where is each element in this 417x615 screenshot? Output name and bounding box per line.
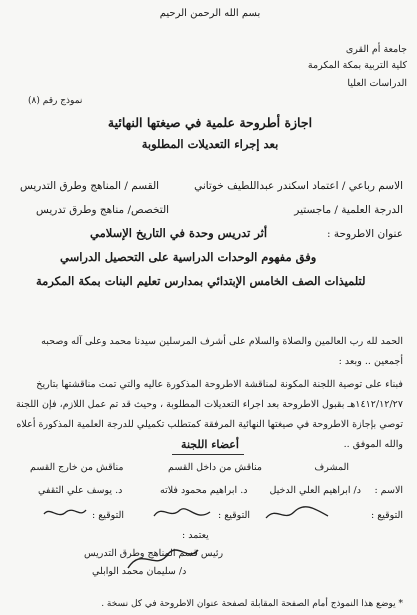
external-signature-mark xyxy=(40,502,90,524)
name-label: الاسم : xyxy=(374,485,403,496)
university-name: جامعة أم القرى xyxy=(345,44,407,55)
department-head-name: د/ سليمان محمد الوابلي xyxy=(92,566,187,577)
thesis-title-line-1: أثر تدريس وحدة في التاريخ الإسلامي xyxy=(90,226,268,240)
signature-label-external: التوقيع : xyxy=(92,510,124,521)
opening-paragraph: الحمد لله رب العالمين والصلاة والسلام على أشرف المرسلين سيدنا محمد وعلى آله وصحبه أجمعين .. وبعد : xyxy=(41,336,403,367)
supervisor-heading: المشرف xyxy=(314,462,349,473)
internal-examiner-heading: مناقش من داخل القسم xyxy=(168,462,262,473)
form-number: نموذج رقم (٨) xyxy=(28,96,83,106)
thesis-title-line-2: وفق مفهوم الوحدات الدراسية على التحصيل الدراسي xyxy=(60,250,317,264)
footnote: * يوضع هذا النموذج أمام الصفحة المقابلة لصفحة عنوان الاطروحة في كل نسخة . xyxy=(101,599,403,609)
page-title: اجازة أطروحة علمية في صيغتها النهائية xyxy=(107,115,313,130)
decision-paragraph: فبناء على توصية اللجنة المكونة لمناقشة الاطروحة المذكورة عاليه والتي تمت مناقشتها بتاريخ ١٤١٢/١٢/٢٧هـ بقبول الاطروحة بعد اجراء التعديلات المطلوبة ، وحيث قد تم عمل اللازم، فإن اللجنة توصي بإجازة الاطروحة في صيغتها النهائية المرفقة كمتطلب تكميلي للدرجة العلمية المذكورة أعلاه والله الموفق .. xyxy=(15,379,403,450)
page-subtitle: بعد إجراء التعديلات المطلوبة xyxy=(141,137,279,151)
external-examiner-name: د. يوسف علي الثقفي xyxy=(38,485,123,496)
department-head-title: رئيس قسم المناهج وطرق التدريس xyxy=(84,548,224,559)
specialization: التخصص/ مناهج وطرق تدريس xyxy=(36,204,170,216)
committee-title-underline xyxy=(172,454,244,455)
internal-signature-mark xyxy=(150,502,214,524)
bismillah: بسم الله الرحمن الرحيم xyxy=(159,8,261,19)
internal-examiner-name: د. ابراهيم محمود فلاته xyxy=(160,485,248,496)
signature-label-internal: التوقيع : xyxy=(218,510,250,521)
signature-label-supervisor: التوقيع : xyxy=(371,510,403,521)
student-name: الاسم رباعي / اعتماد اسكندر عبداللطيف خوتاني xyxy=(194,180,403,192)
academic-degree: الدرجة العلمية / ماجستير xyxy=(294,204,403,216)
department-head-signature-mark xyxy=(122,538,202,578)
supervisor-signature-mark xyxy=(262,502,332,524)
committee-title: أعضاء اللجنة xyxy=(181,438,239,451)
supervisor-name: د/ ابراهيم العلي الدخيل xyxy=(269,485,361,496)
student-department: القسم / المناهج وطرق التدريس xyxy=(20,180,160,192)
department-name: الدراسات العليا xyxy=(347,78,407,89)
thesis-title-line-3: لتلميذات الصف الخامس الإبتدائي بمدارس تعليم البنات بمكة المكرمة xyxy=(36,274,366,288)
thesis-title-label: عنوان الاطروحة : xyxy=(327,228,403,240)
external-examiner-heading: مناقش من خارج القسم xyxy=(30,462,124,473)
approve-label: يعتمد : xyxy=(182,530,209,541)
college-name: كلية التربية بمكة المكرمة xyxy=(307,60,407,71)
